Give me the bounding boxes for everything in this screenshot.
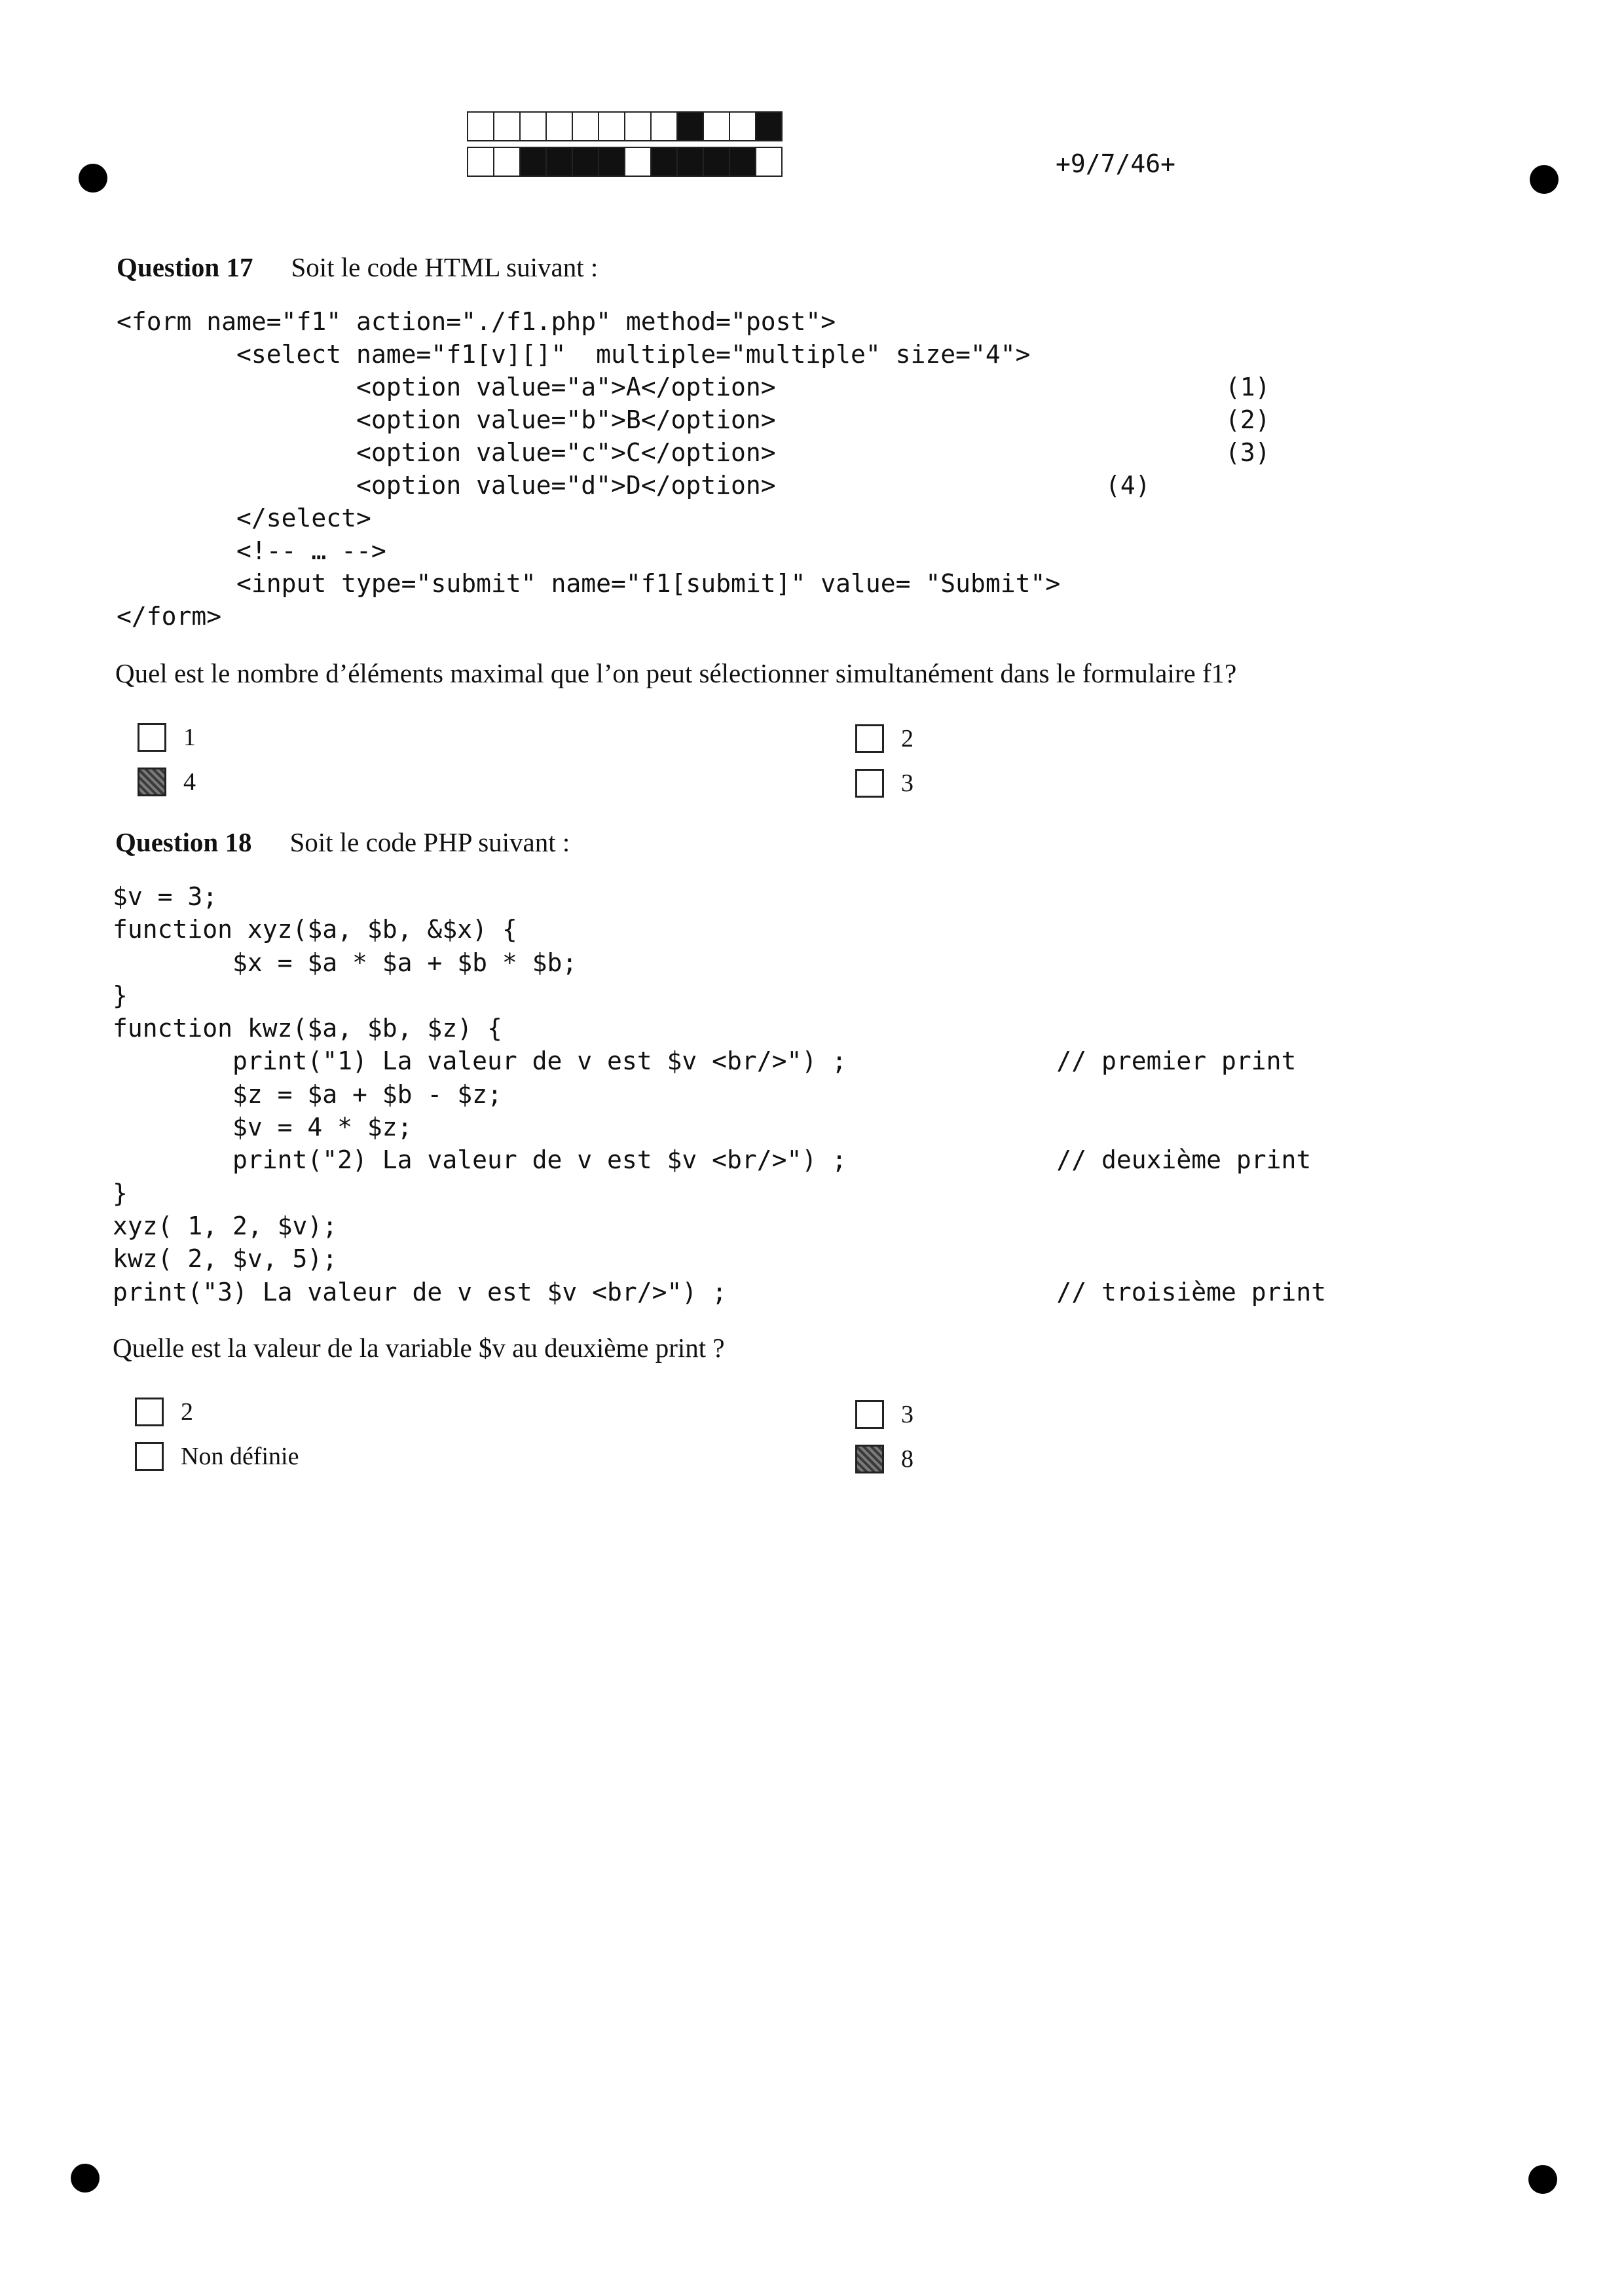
checkbox[interactable] — [135, 1442, 164, 1471]
code-line: $z = $a + $b - $z; — [113, 1079, 502, 1109]
html-code-block — [117, 305, 1270, 633]
code-line: <!-- … --> — [117, 536, 386, 565]
barcode-cell-empty — [545, 111, 573, 141]
code-line: print("1) La valeur de v est $v <br/>") ; // premier print — [113, 1046, 1297, 1076]
code-line: <option value="a">A</option> (1) — [117, 373, 1270, 401]
code-line: </select> — [117, 504, 371, 532]
code-line: kwz( 2, $v, 5); — [113, 1244, 338, 1274]
checkbox-checked[interactable] — [138, 768, 166, 796]
question-17-title — [117, 251, 598, 283]
q17-option-1[interactable] — [138, 723, 196, 752]
option-label: 2 — [181, 1398, 193, 1426]
q18-option-non-definie[interactable] — [135, 1442, 299, 1471]
code-line: <option value="c">C</option> (3) — [117, 438, 1270, 467]
option-label: 4 — [183, 768, 196, 796]
checkbox[interactable] — [855, 724, 884, 753]
code-line: </form> — [117, 602, 222, 631]
checkbox[interactable] — [138, 723, 166, 752]
barcode-cell-empty — [572, 111, 599, 141]
barcode-cell-filled — [598, 147, 625, 177]
php-code-block — [113, 880, 1326, 1308]
barcode-cell-filled — [650, 147, 678, 177]
code-line: } — [113, 1178, 128, 1208]
code-line: xyz( 1, 2, $v); — [113, 1211, 338, 1240]
option-label: 3 — [901, 769, 913, 797]
question-intro: Soit le code HTML suivant : — [291, 252, 599, 282]
registration-mark-bottom-left — [71, 2164, 100, 2193]
barcode-cell-filled — [519, 147, 547, 177]
checkbox[interactable] — [135, 1398, 164, 1426]
checkbox[interactable] — [855, 769, 884, 798]
code-line: $x = $a * $a + $b * $b; — [113, 948, 578, 977]
registration-mark-top-left — [79, 164, 107, 193]
q17-option-3[interactable] — [855, 769, 913, 798]
code-line: function xyz($a, $b, &$x) { — [113, 915, 517, 944]
barcode-cell-empty — [598, 111, 625, 141]
barcode-cell-empty — [493, 111, 521, 141]
checkbox[interactable] — [855, 1400, 884, 1429]
code-line: <option value="b">B</option> (2) — [117, 405, 1270, 434]
barcode-cell-empty — [755, 147, 783, 177]
barcode-cell-filled — [703, 147, 730, 177]
q18-option-2[interactable] — [135, 1398, 193, 1426]
barcode-cell-filled — [545, 147, 573, 177]
code-line: <input type="submit" name="f1[submit]" value= "Submit"> — [117, 569, 1061, 598]
option-label: Non définie — [181, 1443, 299, 1470]
registration-mark-bottom-right — [1528, 2165, 1557, 2194]
barcode-cell-empty — [519, 111, 547, 141]
barcode-cell-empty — [624, 111, 652, 141]
option-label: 2 — [901, 725, 913, 752]
code-line: $v = 4 * $z; — [113, 1113, 413, 1142]
q17-option-4[interactable] — [138, 768, 196, 796]
question-18-prompt: Quelle est la valeur de la variable $v au deuxième print ? — [113, 1333, 725, 1363]
question-18-title — [115, 826, 570, 858]
barcode-cell-empty — [650, 111, 678, 141]
question-number: Question 17 — [117, 252, 253, 282]
code-line: print("3) La valeur de v est $v <br/>") ; // troisième print — [113, 1277, 1327, 1306]
code-line: $v = 3; — [113, 882, 218, 911]
barcode-cell-empty — [729, 111, 756, 141]
q18-option-8[interactable] — [855, 1445, 913, 1473]
code-line: <option value="d">D</option> (4) — [117, 471, 1151, 500]
barcode-cell-empty — [493, 147, 521, 177]
barcode-cell-filled — [572, 147, 599, 177]
barcode-cell-filled — [755, 111, 783, 141]
question-17-prompt: Quel est le nombre d’éléments maximal que l’on peut sélectionner simultanément dans le formulaire f1? — [115, 658, 1237, 688]
page-identifier: +9/7/46+ — [1056, 149, 1176, 178]
barcode-cell-filled — [729, 147, 756, 177]
barcode-cell-empty — [467, 147, 494, 177]
code-line: <form name="f1" action="./f1.php" method="post"> — [117, 307, 836, 336]
code-line: } — [113, 980, 128, 1010]
question-intro: Soit le code PHP suivant : — [289, 827, 570, 857]
checkbox-checked[interactable] — [855, 1445, 884, 1473]
barcode-cell-empty — [703, 111, 730, 141]
barcode-cell-filled — [676, 111, 704, 141]
option-label: 3 — [901, 1401, 913, 1428]
q17-option-2[interactable] — [855, 724, 913, 753]
option-label: 8 — [901, 1445, 913, 1473]
barcode-cell-empty — [624, 147, 652, 177]
barcode-cell-filled — [676, 147, 704, 177]
code-line: print("2) La valeur de v est $v <br/>") ; // deuxième print — [113, 1145, 1312, 1175]
code-line: <select name="f1[v][]" multiple="multiple" size="4"> — [117, 340, 1031, 369]
q18-option-3[interactable] — [855, 1400, 913, 1429]
question-number: Question 18 — [115, 827, 252, 857]
code-line: function kwz($a, $b, $z) { — [113, 1014, 502, 1043]
registration-mark-top-right — [1530, 165, 1559, 194]
barcode-cell-empty — [467, 111, 494, 141]
option-label: 1 — [183, 724, 196, 751]
